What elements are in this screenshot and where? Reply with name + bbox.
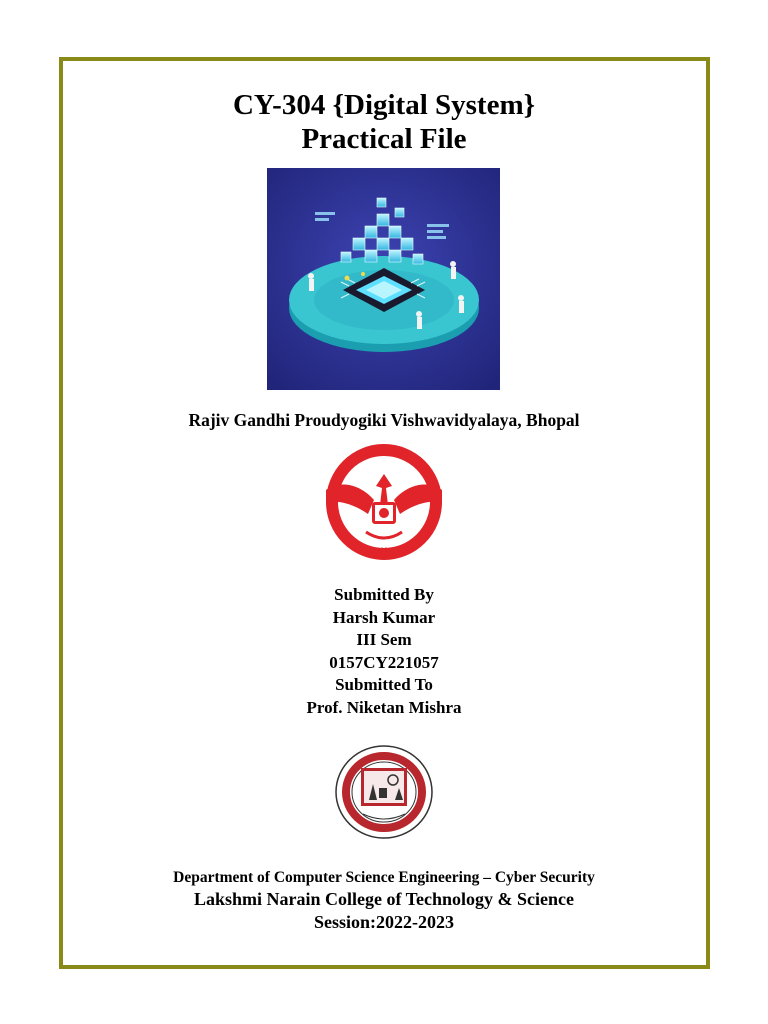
department-name: Department of Computer Science Engineering – Cyber Security: [173, 869, 595, 886]
course-title: CY-304 {Digital System}: [232, 89, 536, 121]
session-text: Session:2022-2023: [313, 912, 454, 932]
college-name: Lakshmi Narain College of Technology & Science: [193, 889, 574, 909]
submitted-by-label: Submitted By: [334, 585, 434, 604]
faculty-name: Prof. Niketan Mishra: [306, 697, 462, 717]
enrollment-number: 0157CY221057: [329, 652, 439, 672]
lnct-seal-icon: [333, 744, 435, 840]
document-title: [0, 88, 768, 156]
submitted-to-label: Submitted To: [335, 675, 433, 694]
rgpv-emblem-icon: [320, 444, 448, 560]
file-title: Practical File: [301, 123, 467, 155]
semester: III Sem: [356, 630, 412, 649]
student-name: Harsh Kumar: [332, 607, 436, 627]
rgpv-year: 1998: [376, 547, 392, 554]
university-name: Rajiv Gandhi Proudyogiki Vishwavidyalaya, Bhopal: [188, 410, 580, 430]
digital-chip-illustration: [267, 168, 500, 390]
submission-block: [0, 584, 768, 719]
